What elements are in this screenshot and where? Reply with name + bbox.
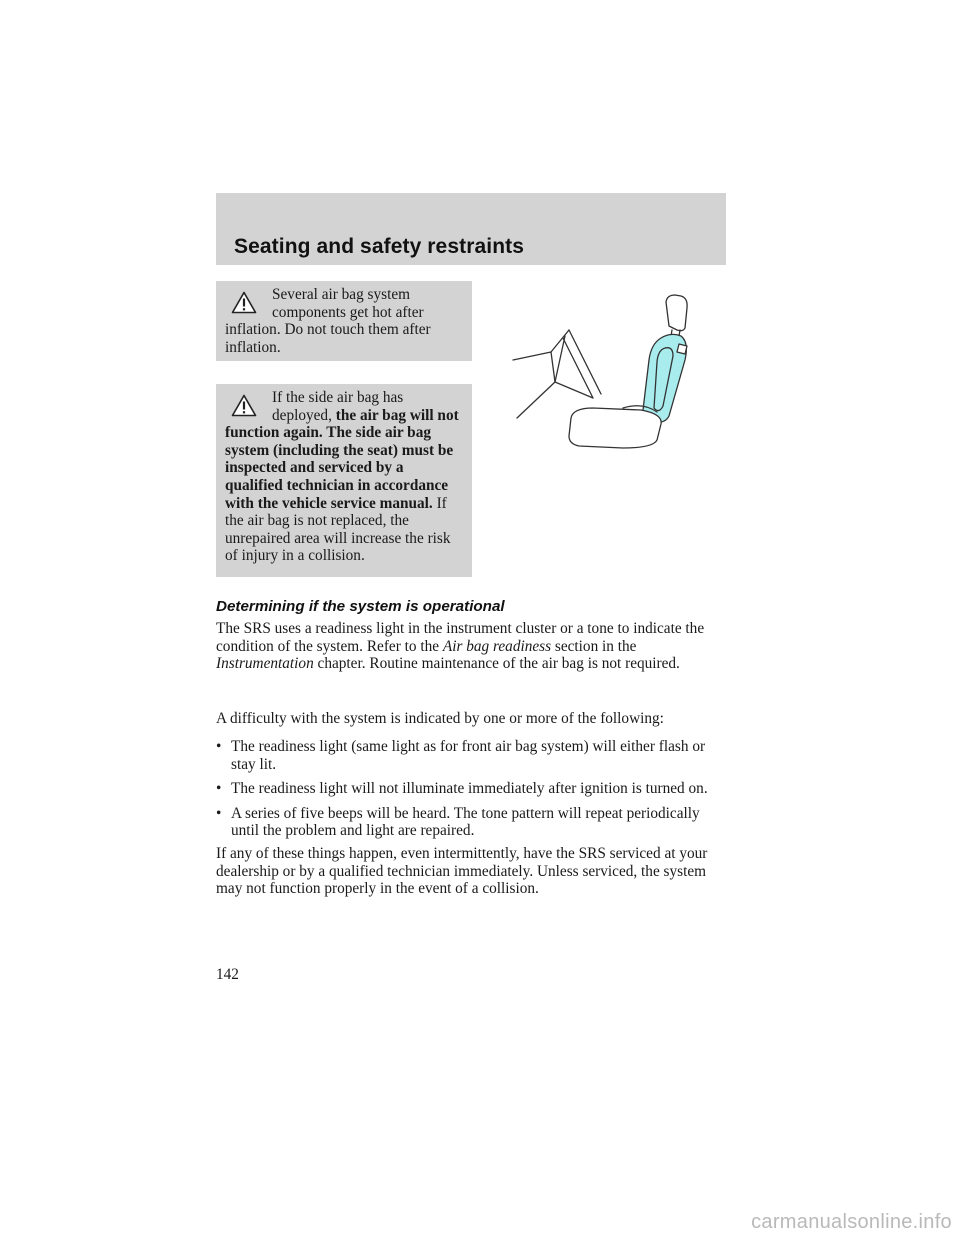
warning-triangle-icon — [221, 286, 266, 319]
page-number: 142 — [216, 966, 239, 983]
list-item — [216, 738, 731, 773]
watermark: carmanualsonline.info — [751, 1211, 952, 1233]
paragraph-text: If any of these things happen, even intermittently, have the SRS serviced at your dealership or by a qualified technician immediately. Unless serviced, the system may not function properly in the event of a collision. — [216, 845, 708, 898]
paragraph-difficulty-intro — [216, 710, 731, 728]
warning-box-hot-components — [216, 281, 472, 361]
list-item-text: The readiness light (same light as for front air bag system) will either flash or stay lit. — [231, 738, 706, 773]
warning-triangle-icon — [221, 389, 266, 422]
reference-air-bag-readiness: Air bag readiness — [442, 637, 552, 655]
seat-side-airbag-illustration-icon — [503, 290, 713, 460]
warning-text-bold: the air bag will not function again. The side air bag system (including the seat) must be inspected and serviced by a qualified technician in accordance with the vehicle service manual. — [225, 406, 459, 512]
paragraph-service-advice — [216, 845, 731, 898]
warning-text-intro: If the side air bag has deployed, — [272, 389, 404, 424]
bullet-icon: • — [216, 738, 222, 755]
difficulty-list — [216, 738, 731, 847]
warning-box-side-airbag-deployed — [216, 384, 472, 577]
list-item — [216, 805, 731, 840]
list-item-text: A series of five beeps will be heard. The tone pattern will repeat periodically until the problem and light are repaired. — [231, 804, 700, 840]
paragraph-text: chapter. Routine maintenance of the air bag is not required. — [313, 655, 680, 673]
bullet-icon: • — [216, 804, 222, 822]
bullet-icon: • — [216, 780, 222, 798]
paragraph-text: The SRS uses a readiness light in the instrument cluster or a tone to indicate the condition of the system. Refer to the — [216, 620, 705, 655]
paragraph-srs-readiness — [216, 620, 731, 673]
warning-text-outro: If the air bag is not replaced, the unrepaired area will increase the risk of injury in a collision. — [225, 494, 451, 565]
paragraph-text: A difficulty with the system is indicated by one or more of the following: — [216, 710, 664, 727]
section-heading: Determining if the system is operational — [216, 598, 505, 615]
list-item-text: The readiness light will not illuminate immediately after ignition is turned on. — [231, 780, 708, 798]
warning-text: Several air bag system components get hot after inflation. Do not touch them after inflation. — [225, 286, 431, 356]
reference-instrumentation: Instrumentation — [216, 655, 314, 673]
paragraph-text: section in the — [551, 637, 637, 655]
section-title: Seating and safety restraints — [234, 235, 524, 258]
list-item — [216, 780, 731, 798]
section-header-bar — [216, 193, 726, 265]
